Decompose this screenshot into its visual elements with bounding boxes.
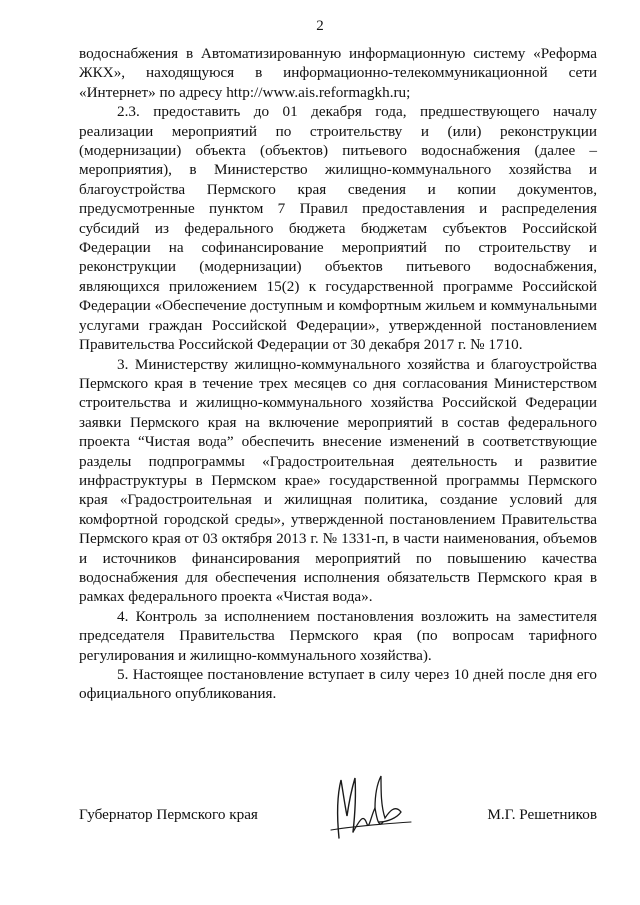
paragraph-5: 5. Настоящее постановление вступает в силу через 10 дней после дня его официального опубликования.	[79, 666, 597, 703]
paragraph-ais-address: водоснабжения в Автоматизированную информационную систему «Реформа ЖКХ», находящуюся в информационно-телекоммуникационной сети «Интернет» по адресу http://www.ais.reformagkh.ru;	[79, 45, 597, 101]
paragraph-3: 3. Министерству жилищно-коммунального хозяйства и благоустройства Пермского края в течение трех месяцев со дня согласования Министерством строительства и жилищно-коммунального хозяйства Российской Федерации заявки Пермского края на включение мероприятий в состав федерального проекта “Чистая вода” обеспечить внесение изменений в соответствующие разделы подпрограммы «Градостроительная деятельность и развитие инфраструктуры в Пермском крае» государственной программы Пермского края «Градостроительная и жилищная политика, создание условий для комфортной городской среды», утвержденной постановлением Правительства Пермского края от 03 октября 2013 г. № 1331-п, в части наименования, объемов и источников финансирования мероприятий по повышению качества водоснабжения для обеспечения исполнения обязательств Пермского края в рамках федерального проекта «Чистая вода».	[79, 355, 597, 606]
signature-block	[79, 806, 597, 828]
document-body	[79, 44, 597, 704]
signer-title: Губернатор Пермского края	[79, 806, 258, 823]
paragraph-2-3: 2.3. предоставить до 01 декабря года, предшествующего началу реализации мероприятий по строительству и (или) реконструкции (модернизации) объекта (объектов) питьевого водоснабжения (далее – мероприятия), в Министерство жилищно-коммунального хозяйства и благоустройства Пермского края сведения и копии документов, предусмотренные пунктом 7 Правил предоставления и распределения субсидий из федерального бюджета бюджетам субъектов Российской Федерации на софинансирование мероприятий по строительству и реконструкции (модернизации) объектов питьевого водоснабжения, являющихся приложением 15(2) к государственной программе Российской Федерации «Обеспечение доступным и комфортным жильем и коммунальными услугами граждан Российской Федерации», утвержденной постановлением Правительства Российской Федерации от 30 декабря 2017 г. № 1710.	[79, 103, 597, 354]
paragraph-4: 4. Контроль за исполнением постановления возложить на заместителя председателя Правительства Пермского края (по вопросам тарифного регулирования и жилищно-коммунального хозяйства).	[79, 607, 597, 664]
page-number: 2	[316, 18, 324, 34]
signer-name: М.Г. Решетников	[487, 806, 597, 823]
